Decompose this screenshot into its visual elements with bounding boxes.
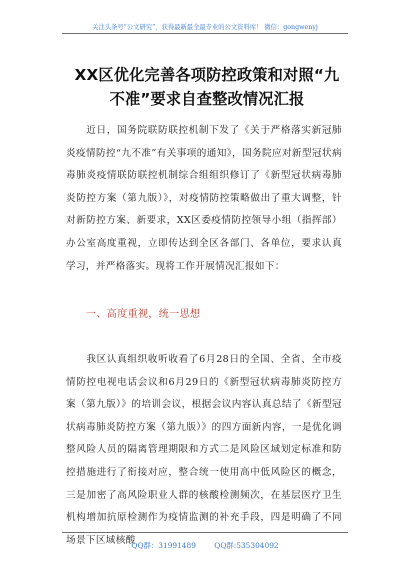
- header-divider: [62, 33, 348, 34]
- footer-qq-group-1: QQ群：31991489: [131, 541, 196, 550]
- footer: [62, 540, 348, 551]
- section-text: 我区认真组织收听收看了6月28日的全国、全省、全市疫情防控电视电话会议和6月29日的《新型冠状病毒肺炎防控方案（第九版）》的培训会议，根据会议内容认真总结了《新型冠状病毒肺炎防控方案（第九版）》的四方面新内容，一是优化调整风险人员的隔离管理期限和方式二是风险区域划定标准和防控措施进行了衔接对应，整合统一使用高中低风险区的概念，三是加密了高风险职业人群的核酸检测频次，在基层医疗卫生机构增加抗原检测作为疫情监测的补充手段，四是明确了不同场景下区域核酸: [66, 354, 342, 546]
- section-heading: 一、高度重视，统一思想: [86, 309, 201, 320]
- footer-qq-group-2: QQ群:535304092: [214, 541, 279, 550]
- footer-divider: [62, 532, 348, 533]
- intro-text: 近日，国务院联防联控机制下发了《关于严格落实新冠肺炎疫情防控“九不准”有关事项的通知》，国务院应对新型冠状病毒肺炎疫情联防联控机制综合组组织修订了《新型冠状病毒肺炎防控方案（第九版）》，对疫情防控策略做出了重大调整，针对新防控方案、新要求，XX区委疫情防控领导小组（指挥部）办公室高度重视，立即传达到全区各部门、各单位，要求认真学习，并严格落实。现将工作开展情况汇报如下：: [66, 125, 342, 272]
- header-banner: 关注头条号“公文研究”，获得最新最全最专业的公文资料库！ 微信：gongwenyj: [92, 24, 318, 31]
- section-paragraph: [66, 349, 342, 552]
- document-title: XX区优化完善各项防控政策和对照“九不准”要求自查整改情况汇报: [74, 66, 340, 108]
- intro-paragraph: [66, 120, 342, 278]
